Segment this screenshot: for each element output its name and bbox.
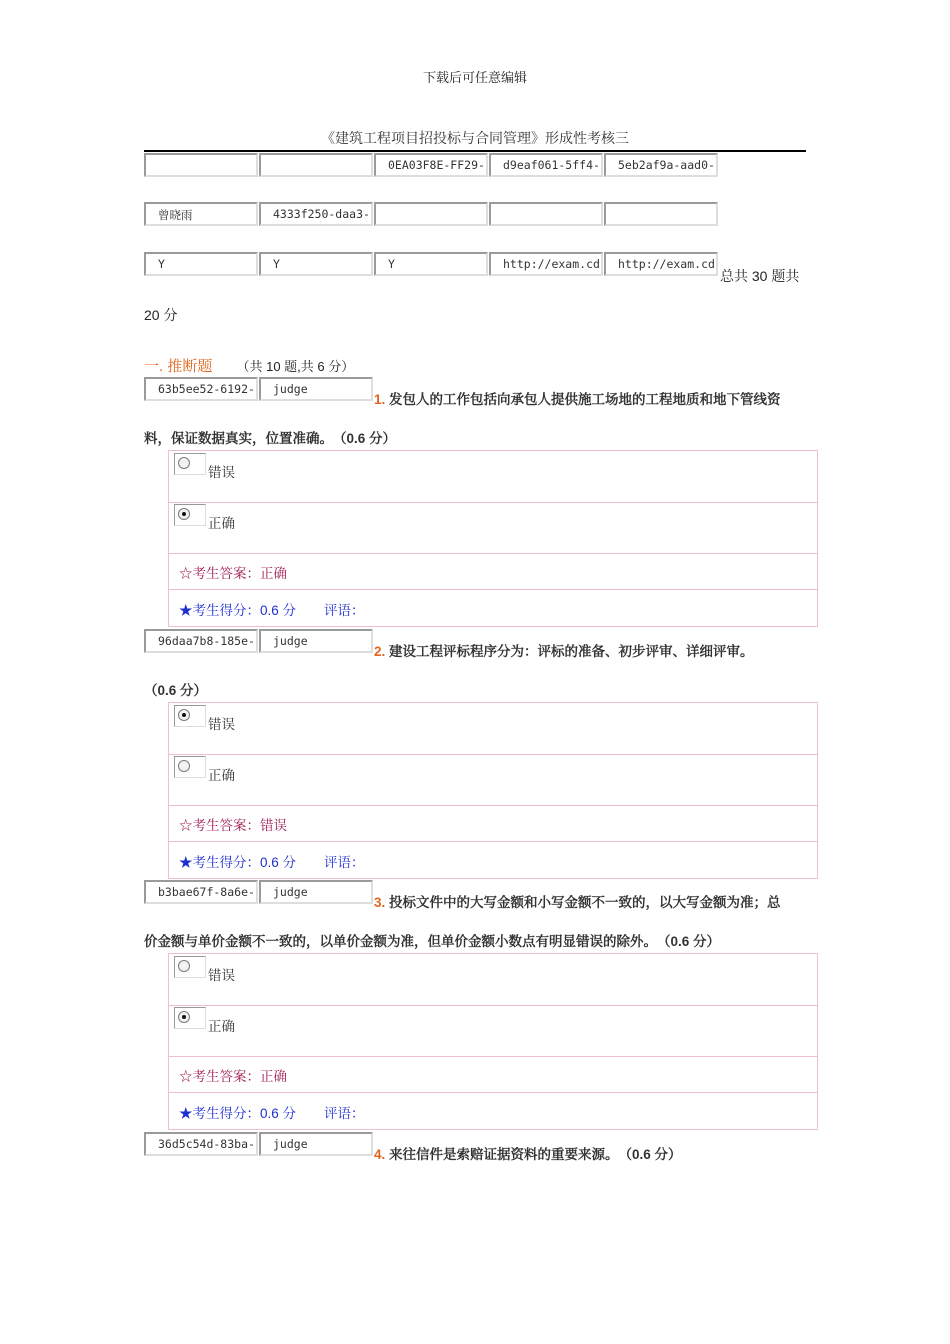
- option-label: 错误: [208, 465, 235, 481]
- option-label: 正确: [208, 768, 235, 784]
- comment-label: 评语：: [324, 603, 365, 619]
- hidden-field[interactable]: [144, 153, 258, 177]
- score-prefix: ★考生得分：: [179, 603, 260, 619]
- option-row[interactable]: [169, 502, 817, 554]
- question-text: 发包人的工作包括向承包人提供施工场地的工程地质和地下管线资: [385, 392, 781, 407]
- comment-label: 评语：: [324, 855, 365, 871]
- answer-row: [169, 805, 817, 842]
- student-name-field[interactable]: 曾晓雨: [144, 202, 258, 226]
- document-title: 《建筑工程项目招投标与合同管理》形成性考核三: [321, 131, 629, 147]
- score-row: [169, 842, 817, 878]
- question-text-continued: 料，保证数据真实，位置准确。 （0.6 分）: [144, 431, 397, 446]
- options-box: [168, 953, 818, 1130]
- options-box: [168, 450, 818, 627]
- question-line: [374, 632, 754, 671]
- option-row[interactable]: [169, 451, 817, 503]
- question-id-field[interactable]: b3bae67f-8a6e-: [144, 880, 258, 904]
- radio-frame: [174, 504, 206, 526]
- option-label: 正确: [208, 1019, 235, 1035]
- option-row[interactable]: [169, 754, 817, 806]
- answer-row: [169, 1056, 817, 1093]
- student-score: [179, 1102, 365, 1122]
- score-value: 0.6 分: [260, 1106, 297, 1121]
- question-text: 建设工程评标程序分为：评标的准备、初步评审、详细评审。: [385, 644, 754, 659]
- url-field[interactable]: http://exam.cd: [489, 252, 603, 276]
- question-number: 4.: [374, 1147, 386, 1162]
- question-id-field[interactable]: 36d5c54d-83ba-: [144, 1132, 258, 1156]
- top-note: 下载后可任意编辑: [422, 71, 527, 86]
- option-label: 错误: [208, 968, 235, 984]
- question-text: 投标文件中的大写金额和小写金额不一致的，以大写金额为准；总: [385, 895, 781, 910]
- section-title: 一. 推断题: [144, 358, 213, 375]
- score-prefix: ★考生得分：: [179, 1106, 260, 1122]
- option-row[interactable]: [169, 954, 817, 1006]
- question-line: [374, 1135, 682, 1174]
- question-type-field[interactable]: judge: [259, 880, 373, 904]
- question-line: [374, 380, 781, 419]
- radio-button[interactable]: [178, 760, 190, 772]
- hidden-field[interactable]: 5eb2af9a-aad0-: [604, 153, 718, 177]
- hidden-field[interactable]: 4333f250-daa3-: [259, 202, 373, 226]
- radio-frame: [174, 756, 206, 778]
- radio-button[interactable]: [178, 960, 190, 972]
- radio-frame: [174, 453, 206, 475]
- score-row: [169, 590, 817, 626]
- radio-button[interactable]: [178, 457, 190, 469]
- option-label: 正确: [208, 516, 235, 532]
- radio-button-selected[interactable]: [178, 1011, 190, 1023]
- hidden-field[interactable]: [259, 153, 373, 177]
- question-id-field[interactable]: 96daa7b8-185e-: [144, 629, 258, 653]
- answer-row: [169, 553, 817, 590]
- options-box: [168, 702, 818, 879]
- hidden-field[interactable]: [374, 202, 488, 226]
- question-type-field[interactable]: judge: [259, 1132, 373, 1156]
- student-answer: ☆考生答案：正确: [179, 1069, 287, 1085]
- comment-label: 评语：: [324, 1106, 365, 1122]
- score-value: 0.6 分: [260, 855, 297, 870]
- question-number: 1.: [374, 392, 386, 407]
- hidden-field[interactable]: d9eaf061-5ff4-: [489, 153, 603, 177]
- hidden-field[interactable]: [604, 202, 718, 226]
- hidden-field[interactable]: Y: [144, 252, 258, 276]
- score-row: [169, 1093, 817, 1129]
- student-score: [179, 851, 365, 871]
- question-number: 2.: [374, 644, 386, 659]
- option-row[interactable]: [169, 1005, 817, 1057]
- title-divider: [144, 150, 806, 152]
- radio-frame: [174, 705, 206, 727]
- hidden-field[interactable]: Y: [259, 252, 373, 276]
- radio-frame: [174, 956, 206, 978]
- hidden-field[interactable]: 0EA03F8E-FF29-: [374, 153, 488, 177]
- question-id-field[interactable]: 63b5ee52-6192-: [144, 377, 258, 401]
- section-meta: （共 10 题,共 6 分）: [236, 359, 355, 374]
- question-text-continued: 价金额与单价金额不一致的，以单价金额为准，但单价金额小数点有明显错误的除外。 （0.6 分）: [144, 934, 721, 949]
- score-value: 0.6 分: [260, 603, 297, 618]
- total-questions-text: 总共 30 题共: [720, 268, 800, 284]
- radio-button-selected[interactable]: [178, 508, 190, 520]
- url-field[interactable]: http://exam.cd: [604, 252, 718, 276]
- option-row[interactable]: [169, 703, 817, 755]
- student-answer: ☆考生答案：正确: [179, 566, 287, 582]
- option-label: 错误: [208, 717, 235, 733]
- total-score-text: 20 分: [144, 307, 178, 323]
- student-score: [179, 599, 365, 619]
- question-type-field[interactable]: judge: [259, 629, 373, 653]
- hidden-field[interactable]: [489, 202, 603, 226]
- radio-frame: [174, 1007, 206, 1029]
- question-line: [374, 883, 781, 922]
- hidden-field[interactable]: Y: [374, 252, 488, 276]
- question-text-continued: （0.6 分）: [144, 683, 208, 698]
- score-prefix: ★考生得分：: [179, 855, 260, 871]
- radio-button-selected[interactable]: [178, 709, 190, 721]
- section-header: [144, 355, 354, 376]
- question-type-field[interactable]: judge: [259, 377, 373, 401]
- student-answer: ☆考生答案：错误: [179, 818, 287, 834]
- question-number: 3.: [374, 895, 386, 910]
- question-text: 来往信件是索赔证据资料的重要来源。 （0.6 分）: [385, 1147, 682, 1162]
